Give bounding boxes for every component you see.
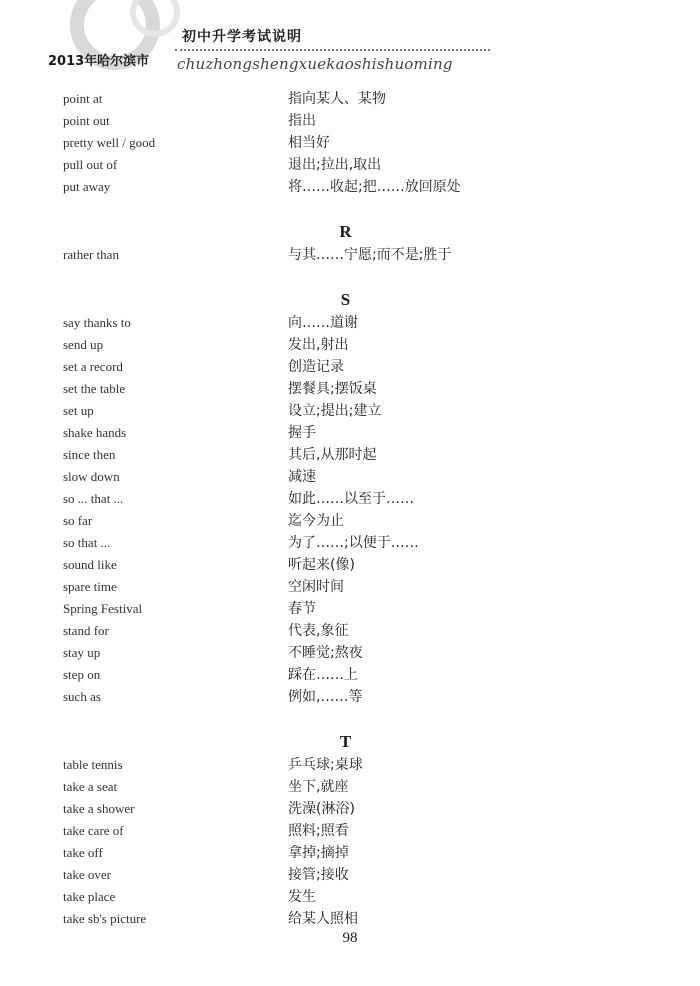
chinese-meaning: 例如,……等	[288, 689, 363, 705]
chinese-meaning: 坐下,就座	[288, 779, 349, 795]
phrase-row	[63, 886, 623, 908]
english-phrase: table tennis	[63, 757, 123, 772]
english-phrase: Spring Festival	[63, 601, 143, 616]
phrase-row	[63, 776, 623, 798]
phrase-row	[63, 356, 623, 378]
english-phrase: point out	[63, 113, 110, 128]
english-phrase: take care of	[63, 823, 124, 838]
chinese-meaning: 照料;照看	[288, 823, 349, 839]
chinese-meaning: 接管;接收	[288, 867, 349, 883]
chinese-meaning: 如此……以至于……	[288, 491, 414, 507]
phrase-row	[63, 466, 623, 488]
chinese-meaning: 将……收起;把……放回原处	[288, 179, 461, 195]
phrase-row	[63, 510, 623, 532]
chinese-meaning: 其后,从那时起	[288, 447, 377, 463]
phrase-row	[63, 176, 623, 198]
english-phrase: stay up	[63, 645, 101, 660]
english-phrase: so that ...	[63, 535, 111, 550]
chinese-meaning: 退出;拉出,取出	[288, 157, 382, 173]
english-phrase: stand for	[63, 623, 109, 638]
chinese-meaning: 春节	[288, 601, 316, 617]
phrase-row	[63, 642, 623, 664]
phrase-row	[63, 598, 623, 620]
chinese-meaning: 减速	[288, 469, 316, 485]
english-phrase: pull out of	[63, 157, 118, 172]
section-letter: S	[340, 290, 351, 309]
section-gap	[63, 266, 623, 288]
english-phrase: take a shower	[63, 801, 135, 816]
english-phrase: say thanks to	[63, 315, 131, 330]
english-phrase: take sb's picture	[63, 911, 147, 926]
chinese-meaning: 向……道谢	[288, 315, 358, 331]
chinese-meaning: 洗澡(淋浴)	[288, 801, 355, 817]
phrase-row	[63, 132, 623, 154]
phrase-row	[63, 244, 623, 266]
phrase-row	[63, 422, 623, 444]
header-pinyin: chuzhongshengxuekaoshishuoming	[177, 55, 453, 73]
phrase-row	[63, 576, 623, 598]
phrase-row	[63, 754, 623, 776]
phrase-row	[63, 554, 623, 576]
english-phrase: set a record	[63, 359, 123, 374]
english-phrase: sound like	[63, 557, 117, 572]
chinese-meaning: 听起来(像)	[288, 557, 355, 573]
chinese-meaning: 设立;提出;建立	[288, 403, 382, 419]
chinese-meaning: 不睡觉;熬夜	[288, 645, 363, 661]
phrase-row	[63, 842, 623, 864]
phrase-row	[63, 154, 623, 176]
english-phrase: so far	[63, 513, 93, 528]
phrase-row	[63, 110, 623, 132]
chinese-meaning: 代表,象征	[288, 623, 349, 639]
english-phrase: take place	[63, 889, 116, 904]
header-title: 初中升学考试说明	[182, 29, 302, 45]
phrase-row	[63, 820, 623, 842]
phrase-row	[63, 908, 623, 930]
phrase-row	[63, 400, 623, 422]
phrase-row	[63, 798, 623, 820]
english-phrase: step on	[63, 667, 101, 682]
chinese-meaning: 拿掉;摘掉	[288, 845, 349, 861]
page-number: 98	[342, 930, 358, 946]
phrase-row	[63, 686, 623, 708]
english-phrase: slow down	[63, 469, 120, 484]
phrase-row	[63, 334, 623, 356]
english-phrase: set up	[63, 403, 94, 418]
section-letter: R	[339, 222, 352, 241]
chinese-meaning: 为了……;以便于……	[288, 535, 419, 551]
phrase-row	[63, 378, 623, 400]
chinese-meaning: 踩在……上	[288, 667, 358, 683]
chinese-meaning: 握手	[288, 425, 316, 441]
chinese-meaning: 迄今为止	[288, 513, 344, 529]
chinese-meaning: 空闲时间	[288, 579, 344, 595]
header-divider	[175, 49, 490, 51]
phrase-row	[63, 532, 623, 554]
english-phrase: point at	[63, 91, 103, 106]
english-phrase: take over	[63, 867, 112, 882]
english-phrase: take off	[63, 845, 103, 860]
english-phrase: send up	[63, 337, 104, 352]
chinese-meaning: 与其……宁愿;而不是;胜于	[288, 247, 452, 263]
english-phrase: such as	[63, 689, 101, 704]
english-phrase: pretty well / good	[63, 135, 156, 150]
english-phrase: rather than	[63, 247, 119, 262]
chinese-meaning: 发生	[288, 889, 316, 905]
english-phrase: take a seat	[63, 779, 118, 794]
section-letter: T	[339, 732, 352, 751]
chinese-meaning: 发出,射出	[288, 337, 349, 353]
phrase-row	[63, 664, 623, 686]
english-phrase: put away	[63, 179, 111, 194]
section-gap	[63, 708, 623, 730]
english-phrase: shake hands	[63, 425, 127, 440]
phrase-list	[63, 88, 623, 930]
phrase-row	[63, 88, 623, 110]
english-phrase: so ... that ...	[63, 491, 124, 506]
english-phrase: since then	[63, 447, 116, 462]
phrase-row	[63, 488, 623, 510]
english-phrase: spare time	[63, 579, 117, 594]
phrase-row	[63, 444, 623, 466]
phrase-row	[63, 864, 623, 886]
header-year-city: 2013年哈尔滨市	[48, 54, 150, 69]
chinese-meaning: 指向某人、某物	[288, 91, 386, 107]
english-phrase: set the table	[63, 381, 126, 396]
chinese-meaning: 相当好	[288, 135, 330, 151]
phrase-row	[63, 312, 623, 334]
chinese-meaning: 摆餐具;摆饭桌	[288, 381, 377, 397]
phrase-row	[63, 620, 623, 642]
chinese-meaning: 指出	[288, 113, 316, 129]
chinese-meaning: 给某人照相	[288, 911, 358, 927]
section-gap	[63, 198, 623, 220]
chinese-meaning: 创造记录	[288, 359, 344, 375]
chinese-meaning: 乒乓球;桌球	[288, 757, 363, 773]
